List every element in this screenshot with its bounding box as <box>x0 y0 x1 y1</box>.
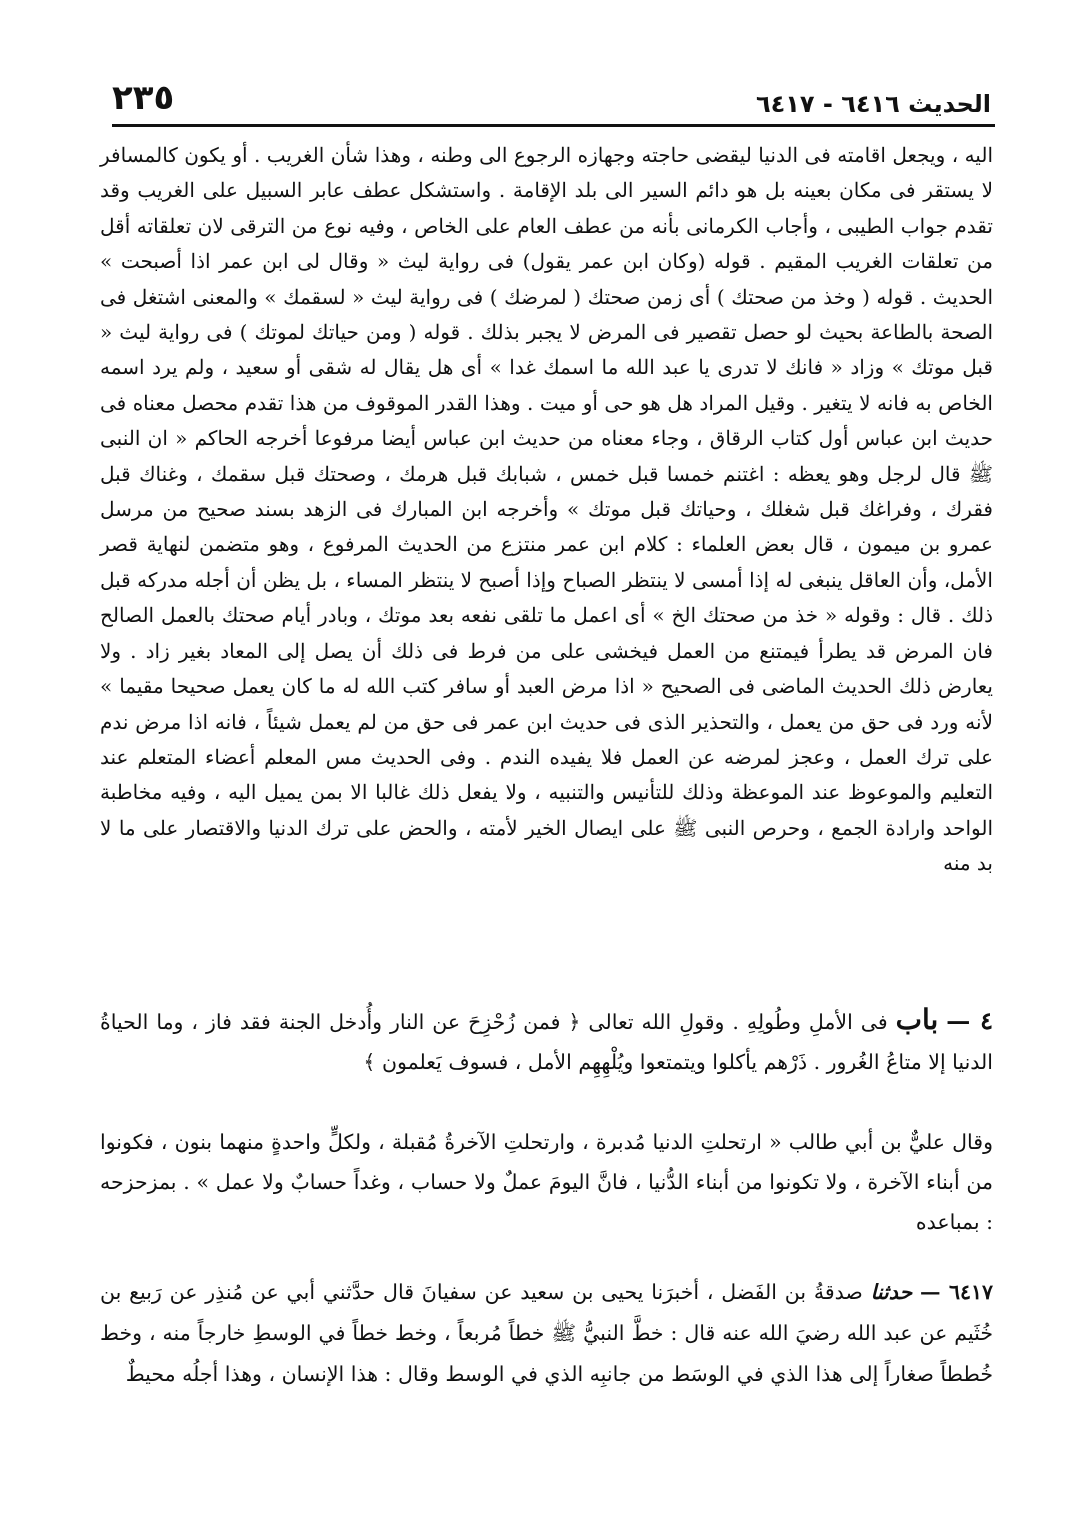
running-title: الحديث ٦٤١٦ - ٦٤١٧ <box>755 90 991 118</box>
ali-quote <box>100 1122 993 1242</box>
commentary-text <box>100 138 993 882</box>
page-number: ٢٣٥ <box>112 78 175 118</box>
ali-quote-text: وقال عليٌّ بن أبي طالب « ارتحلتِ الدنيا مُدبرة ، وارتحلتِ الآخرةُ مُقبلة ، ولكلٍّ واحدةٍ منهما بنون ، فكونوا من أبناء الآخرة ، ولا تكونوا من أبناء الدُّنيا ، فانَّ اليومَ عملٌ ولا حساب ، وغداً حسابٌ ولا عمل » . بمزحزحه : بمباعده <box>100 1130 993 1234</box>
header-rule <box>112 124 995 127</box>
haddathana-word: حدثنا <box>870 1280 913 1304</box>
page-header <box>112 78 991 118</box>
hadith-text: صدقةُ بن الفَضل ، أخبرَنا يحيى بن سعيد عن سفيانَ قال حدَّثني أبي عن مُنذِر عن رَبيع بن خُثَيم عن عبد الله رضيَ الله عنه قال : خطَّ النبيُّ ﷺ خطاً مُربعاً ، وخط خطاً في الوسطِ خارجاً منه ، وخط خُططاً صغاراً إلى هذا الذي في الوسَط من جانبِه الذي في الوسط وقال : هذا الإنسان ، وهذا أجلُه محيطٌ <box>100 1280 993 1386</box>
hadith-number: ٦٤١٧ — <box>920 1280 993 1304</box>
commentary-paragraph: اليه ، ويجعل اقامته فى الدنيا ليقضى حاجته وجهازه الرجوع الى وطنه ، وهذا شأن الغريب . أو يكون كالمسافر لا يستقر فى مكان بعينه بل هو دائم السير الى بلد الإقامة . واستشكل عطف عابر السبيل على الغريب وقد تقدم جواب الطيبى ، وأجاب الكرمانى بأنه من عطف العام على الخاص ، وفيه نوع من الترقى لان تعلقاته أقل من تعلقات الغريب المقيم . قوله (وكان ابن عمر يقول) فى رواية ليث « وقال لى ابن عمر اذا أصبحت » الحديث . قوله ( وخذ من صحتك ) أى زمن صحتك ( لمرضك ) فى رواية ليث « لسقمك » والمعنى اشتغل فى الصحة بالطاعة بحيث لو حصل تقصير فى المرض لا يجبر بذلك . قوله ( ومن حياتك لموتك ) فى رواية ليث « قبل موتك » وزاد « فانك لا تدرى يا عبد الله ما اسمك غدا » أى هل يقال له شقى أو سعيد ، ولم يرد اسمه الخاص به فانه لا يتغير . وقيل المراد هل هو حى أو ميت . وهذا القدر الموقوف من هذا تقدم محصل معناه فى حديث ابن عباس أول كتاب الرقاق ، وجاء معناه من حديث ابن عباس أيضا مرفوعا أخرجه الحاكم « ان النبى ﷺ قال لرجل وهو يعظه : اغتنم خمسا قبل خمس ، شبابك قبل هرمك ، وصحتك قبل سقمك ، وغناك قبل فقرك ، وفراغك قبل شغلك ، وحياتك قبل موتك » وأخرجه ابن المبارك فى الزهد بسند صحيح من مرسل عمرو بن ميمون ، قال بعض العلماء : كلام ابن عمر منتزع من الحديث المرفوع ، وهو متضمن لنهاية قصر الأمل، وأن العاقل ينبغى له إذا أمسى لا ينتظر الصباح وإذا أصبح لا ينتظر المساء ، بل يظن أن أجله مدركه قبل ذلك . قال : وقوله « خذ من صحتك الخ » أى اعمل ما تلقى نفعه بعد موتك ، وبادر أيام صحتك بالعمل الصالح فان المرض قد يطرأ فيمتنع من العمل فيخشى على من فرط فى ذلك أن يصل إلى المعاد بغير زاد . ولا يعارض ذلك الحديث الماضى فى الصحيح « اذا مرض العبد أو سافر كتب الله له ما كان يعمل صحيحا مقيما » لأنه ورد فى حق من يعمل ، والتحذير الذى فى حديث ابن عمر فى حق من لم يعمل شيئاً ، فانه اذا مرض ندم على ترك العمل ، وعجز لمرضه عن العمل فلا يفيده الندم . وفى الحديث مس المعلم أعضاء المتعلم عند التعليم والموعوظ عند الموعظة وذلك للتأنيس والتنبيه ، ولا يفعل ذلك غالبا الا بمن يميل اليه ، وفيه مخاطبة الواحد وارادة الجمع ، وحرص النبى ﷺ على ايصال الخير لأمته ، والحض على ترك الدنيا والاقتصار على ما لا بد منه <box>100 143 994 876</box>
chapter-word: باب <box>895 1003 939 1036</box>
chapter-title: فى الأملِ وطُولِهِ . وقولِ الله تعالى ﴿ فمن زُحْزِحَ عن النار وأُدخل الجنة فقد فاز ، وما الحياةُ الدنيا إلا متاعُ الغُرور . ذَرْهم يأكلوا ويتمتعوا ويُلْهِهِم الأمل ، فسوف يَعلمون ﴾ <box>100 1010 993 1074</box>
chapter-number: ٤ — <box>946 1006 993 1035</box>
chapter-heading <box>100 1000 993 1082</box>
hadith-entry <box>100 1272 993 1395</box>
